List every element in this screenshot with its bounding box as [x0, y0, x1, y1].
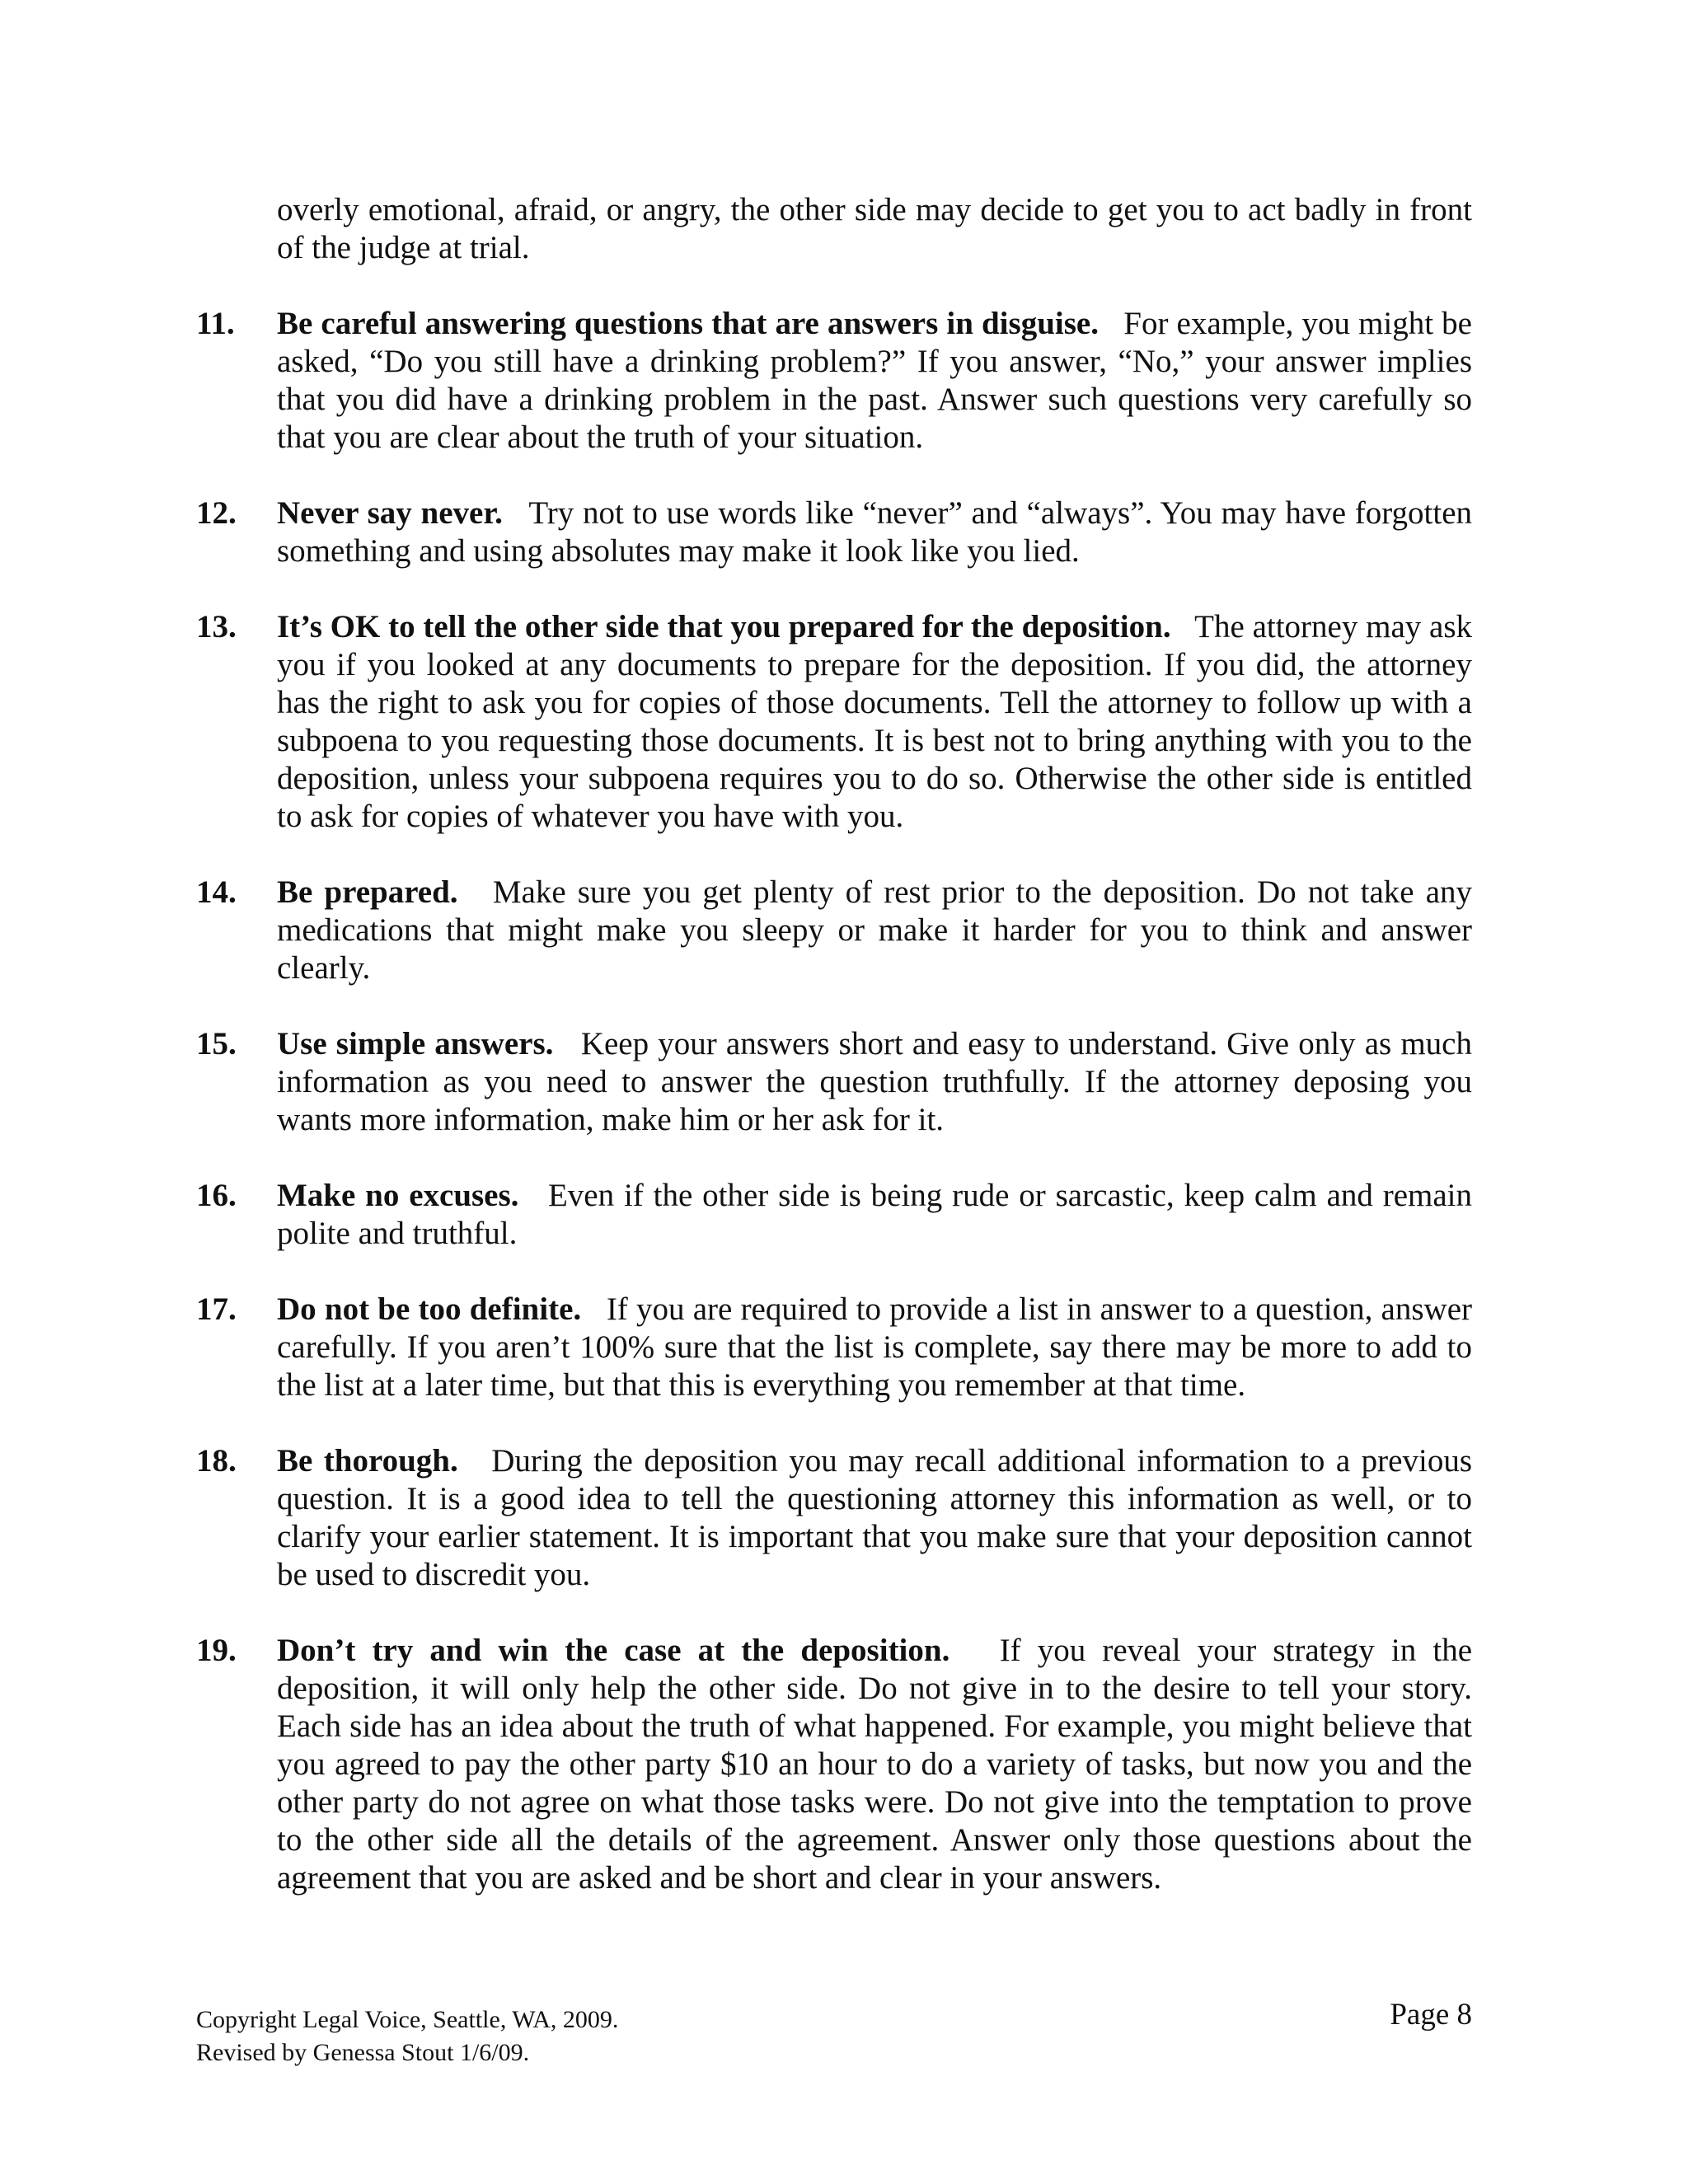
lead-paragraph: overly emotional, afraid, or angry, the other side may decide to get you to act badly in front of the judge at trial.	[277, 192, 1472, 265]
list-item	[196, 608, 1472, 836]
item-number: 13.	[196, 609, 237, 644]
item-number: 11.	[196, 306, 235, 341]
item-heading: Never say never.	[277, 495, 521, 531]
item-heading: Make no excuses.	[277, 1178, 539, 1213]
copyright-text: Copyright Legal Voice, Seattle, WA, 2009.	[196, 2006, 619, 2033]
item-body: Keep your answers short and easy to understand. Give only as much information as you need to answer the question truthfully. If the attorney deposing you wants more information, make him or her ask for it.	[277, 1026, 1472, 1137]
item-body: Make sure you get plenty of rest prior to the deposition. Do not take any medications that might make you sleepy or make it harder for you to think and answer clearly.	[277, 874, 1473, 986]
item-heading: It’s OK to tell the other side that you prepared for the deposition.	[277, 609, 1188, 644]
list-item	[196, 305, 1472, 457]
item-body: If you reveal your strategy in the deposition, it will only help the other side. Do not give in to the desire to tell your story. Each side has an idea about the truth of what happened. For example, you might believe that you agreed to pay the other party $10 an hour to do a variety of tasks, but now you and the other party do not agree on what those tasks were. Do not give into the temptation to prove to the other side all the details of the agreement. Answer only those questions about the agreement that you are asked and be short and clear in your answers.	[277, 1633, 1473, 1896]
list-item	[196, 1291, 1472, 1404]
item-body: During the deposition you may recall additional information to a previous question. It is a good idea to tell the questioning attorney this information as well, or to clarify your earlier statement. It is important that you make sure that your deposition cannot be used to discredit you.	[277, 1443, 1472, 1592]
item-number: 15.	[196, 1026, 237, 1062]
item-heading: Do not be too definite.	[277, 1291, 598, 1327]
item-number: 17.	[196, 1291, 237, 1327]
item-heading: Be careful answering questions that are answers in disguise.	[277, 306, 1116, 341]
item-body: Try not to use words like “never” and “always”. You may have forgotten something and using absolutes may make it look like you lied.	[277, 495, 1473, 569]
page-number: Page 8	[1390, 1998, 1472, 2032]
document-body	[196, 191, 1472, 1935]
item-heading: Be thorough.	[277, 1443, 481, 1479]
item-number: 14.	[196, 874, 237, 910]
item-body: For example, you might be asked, “Do you still have a drinking problem?” If you answer, “No,” your answer implies that you did have a drinking problem in the past. Answer such questions very carefully so that you are clear about the truth of your situation.	[277, 306, 1472, 455]
list-item	[196, 1442, 1472, 1594]
item-body: If you are required to provide a list in answer to a question, answer carefully. If you aren’t 100% sure that the list is complete, say there may be more to add to the list at a later time, but that this is everything you remember at that time.	[277, 1291, 1472, 1403]
list-item	[196, 1177, 1472, 1253]
item-body: Even if the other side is being rude or sarcastic, keep calm and remain polite and truthful.	[277, 1178, 1473, 1251]
item-number: 12.	[196, 495, 237, 531]
footer-credits	[196, 2004, 618, 2069]
list-item	[196, 1632, 1472, 1897]
revised-text: Revised by Genessa Stout 1/6/09.	[196, 2039, 530, 2066]
list-item	[196, 1025, 1472, 1139]
list-item	[196, 874, 1472, 987]
item-number: 18.	[196, 1443, 237, 1479]
list-item	[196, 494, 1472, 570]
item-heading: Be prepared.	[277, 874, 481, 910]
item-heading: Don’t try and win the case at the deposition.	[277, 1633, 983, 1668]
item-body: The attorney may ask you if you looked at any documents to prepare for the deposition. If you did, the attorney has the right to ask you for copies of those documents. Tell the attorney to follow up with a subpoena to you requesting those documents. It is best not to bring anything with you to the deposition, unless your subpoena requires you to do so. Otherwise the other side is entitled to ask for copies of whatever you have with you.	[277, 609, 1473, 834]
item-number: 16.	[196, 1178, 237, 1213]
item-number: 19.	[196, 1633, 237, 1668]
item-heading: Use simple answers.	[277, 1026, 572, 1062]
